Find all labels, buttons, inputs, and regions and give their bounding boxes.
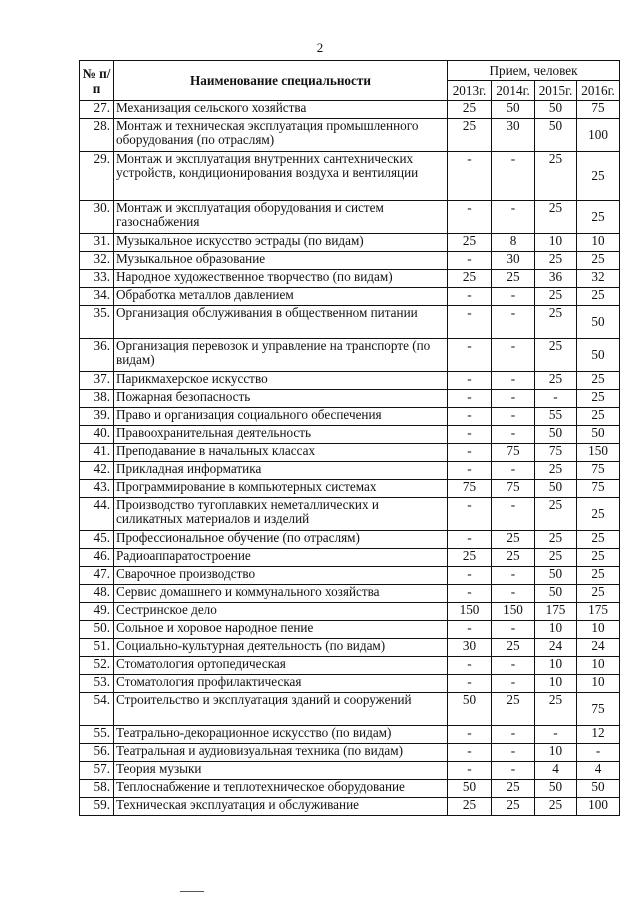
value-2013: - xyxy=(448,306,492,339)
specialty-name: Сварочное производство xyxy=(114,567,448,585)
value-2013: 25 xyxy=(448,798,492,816)
value-2016: 24 xyxy=(577,639,620,657)
value-2013: - xyxy=(448,726,492,744)
row-number: 35. xyxy=(80,306,114,339)
value-2014: 30 xyxy=(492,119,535,152)
value-2016: 10 xyxy=(577,621,620,639)
value-2015: 50 xyxy=(535,780,577,798)
value-2014: - xyxy=(492,201,535,234)
specialty-name: Программирование в компьютерных системах xyxy=(114,480,448,498)
value-2016: 25 xyxy=(577,390,620,408)
row-number: 38. xyxy=(80,390,114,408)
value-2015: 25 xyxy=(535,201,577,234)
specialty-name: Преподавание в начальных классах xyxy=(114,444,448,462)
row-number: 34. xyxy=(80,288,114,306)
value-2014: - xyxy=(492,339,535,372)
row-number: 41. xyxy=(80,444,114,462)
value-2016: 25 xyxy=(577,152,620,201)
specialty-name: Монтаж и эксплуатация внутренних сантехнических устройств, кондиционирования воздуха и вентиляции xyxy=(114,152,448,201)
value-2013: 25 xyxy=(448,549,492,567)
value-2016: 150 xyxy=(577,444,620,462)
table-row xyxy=(80,780,620,798)
table-row xyxy=(80,798,620,816)
value-2014: 25 xyxy=(492,639,535,657)
table-row xyxy=(80,744,620,762)
row-number: 53. xyxy=(80,675,114,693)
value-2016: 100 xyxy=(577,119,620,152)
value-2013: - xyxy=(448,462,492,480)
value-2015: 25 xyxy=(535,306,577,339)
specialty-name: Музыкальное образование xyxy=(114,252,448,270)
table-row xyxy=(80,426,620,444)
table-row xyxy=(80,675,620,693)
specialty-name: Теория музыки xyxy=(114,762,448,780)
value-2015: 25 xyxy=(535,498,577,531)
value-2014: - xyxy=(492,762,535,780)
value-2014: 25 xyxy=(492,798,535,816)
value-2013: 30 xyxy=(448,639,492,657)
value-2016: 25 xyxy=(577,585,620,603)
value-2016: - xyxy=(577,744,620,762)
specialty-name: Парикмахерское искусство xyxy=(114,372,448,390)
row-number: 36. xyxy=(80,339,114,372)
table-row xyxy=(80,306,620,339)
value-2014: - xyxy=(492,726,535,744)
header-specialty-name: Наименование специальности xyxy=(114,61,448,101)
table-row xyxy=(80,639,620,657)
value-2016: 50 xyxy=(577,426,620,444)
value-2015: 25 xyxy=(535,798,577,816)
specialty-name: Монтаж и эксплуатация оборудования и систем газоснабжения xyxy=(114,201,448,234)
value-2014: - xyxy=(492,675,535,693)
value-2014: 8 xyxy=(492,234,535,252)
specialty-name: Стоматология профилактическая xyxy=(114,675,448,693)
value-2016: 75 xyxy=(577,480,620,498)
header-number: № п/п xyxy=(80,61,114,101)
value-2015: 25 xyxy=(535,549,577,567)
value-2014: - xyxy=(492,585,535,603)
specialty-name: Театрально-декорационное искусство (по видам) xyxy=(114,726,448,744)
specialty-name: Театральная и аудиовизуальная техника (по видам) xyxy=(114,744,448,762)
value-2014: - xyxy=(492,426,535,444)
table-row xyxy=(80,567,620,585)
value-2014: 25 xyxy=(492,780,535,798)
value-2015: 4 xyxy=(535,762,577,780)
value-2016: 4 xyxy=(577,762,620,780)
value-2014: - xyxy=(492,390,535,408)
table-row xyxy=(80,531,620,549)
value-2013: - xyxy=(448,426,492,444)
table-row xyxy=(80,234,620,252)
value-2014: 150 xyxy=(492,603,535,621)
row-number: 42. xyxy=(80,462,114,480)
row-number: 31. xyxy=(80,234,114,252)
value-2016: 25 xyxy=(577,408,620,426)
table-row xyxy=(80,152,620,201)
value-2015: 25 xyxy=(535,531,577,549)
row-number: 46. xyxy=(80,549,114,567)
table-row xyxy=(80,252,620,270)
table-row xyxy=(80,288,620,306)
value-2015: 25 xyxy=(535,288,577,306)
header-year-2014: 2014г. xyxy=(492,81,535,101)
value-2014: - xyxy=(492,567,535,585)
specialty-name: Организация обслуживания в общественном питании xyxy=(114,306,448,339)
header-year-2013: 2013г. xyxy=(448,81,492,101)
row-number: 43. xyxy=(80,480,114,498)
table-row xyxy=(80,549,620,567)
row-number: 51. xyxy=(80,639,114,657)
specialty-name: Правоохранительная деятельность xyxy=(114,426,448,444)
value-2014: 50 xyxy=(492,101,535,119)
value-2014: 30 xyxy=(492,252,535,270)
value-2016: 25 xyxy=(577,288,620,306)
value-2015: 50 xyxy=(535,567,577,585)
value-2016: 25 xyxy=(577,201,620,234)
row-number: 58. xyxy=(80,780,114,798)
value-2015: 25 xyxy=(535,693,577,726)
value-2014: - xyxy=(492,372,535,390)
value-2016: 50 xyxy=(577,780,620,798)
table-row xyxy=(80,462,620,480)
row-number: 49. xyxy=(80,603,114,621)
value-2015: 50 xyxy=(535,585,577,603)
value-2013: - xyxy=(448,531,492,549)
value-2016: 10 xyxy=(577,657,620,675)
row-number: 59. xyxy=(80,798,114,816)
table-row xyxy=(80,657,620,675)
header-year-2015: 2015г. xyxy=(535,81,577,101)
value-2015: 10 xyxy=(535,621,577,639)
table-row xyxy=(80,201,620,234)
row-number: 48. xyxy=(80,585,114,603)
specialty-name: Теплоснабжение и теплотехническое оборудование xyxy=(114,780,448,798)
value-2014: - xyxy=(492,288,535,306)
value-2014: 25 xyxy=(492,270,535,288)
footer-mark xyxy=(180,891,204,892)
value-2015: 50 xyxy=(535,119,577,152)
value-2014: 25 xyxy=(492,693,535,726)
value-2016: 75 xyxy=(577,101,620,119)
value-2013: - xyxy=(448,444,492,462)
value-2014: 25 xyxy=(492,549,535,567)
table-row xyxy=(80,498,620,531)
value-2015: - xyxy=(535,390,577,408)
value-2016: 25 xyxy=(577,498,620,531)
value-2015: 75 xyxy=(535,444,577,462)
value-2013: 50 xyxy=(448,693,492,726)
value-2013: - xyxy=(448,567,492,585)
value-2016: 25 xyxy=(577,567,620,585)
value-2016: 50 xyxy=(577,306,620,339)
row-number: 56. xyxy=(80,744,114,762)
row-number: 45. xyxy=(80,531,114,549)
value-2013: - xyxy=(448,252,492,270)
value-2016: 100 xyxy=(577,798,620,816)
value-2013: 150 xyxy=(448,603,492,621)
value-2016: 50 xyxy=(577,339,620,372)
value-2013: - xyxy=(448,585,492,603)
value-2013: - xyxy=(448,152,492,201)
table-row xyxy=(80,693,620,726)
row-number: 57. xyxy=(80,762,114,780)
value-2015: 25 xyxy=(535,339,577,372)
value-2013: - xyxy=(448,498,492,531)
value-2013: 25 xyxy=(448,119,492,152)
value-2016: 75 xyxy=(577,462,620,480)
specialty-name: Стоматология ортопедическая xyxy=(114,657,448,675)
admission-table xyxy=(79,60,620,816)
row-number: 32. xyxy=(80,252,114,270)
table-row xyxy=(80,270,620,288)
table-row xyxy=(80,480,620,498)
value-2015: 25 xyxy=(535,252,577,270)
value-2015: 50 xyxy=(535,426,577,444)
value-2013: 50 xyxy=(448,780,492,798)
value-2014: 25 xyxy=(492,531,535,549)
value-2015: 10 xyxy=(535,675,577,693)
header-year-2016: 2016г. xyxy=(577,81,620,101)
value-2013: - xyxy=(448,675,492,693)
row-number: 50. xyxy=(80,621,114,639)
row-number: 29. xyxy=(80,152,114,201)
table-row xyxy=(80,408,620,426)
table-row xyxy=(80,603,620,621)
value-2014: 75 xyxy=(492,444,535,462)
specialty-name: Строительство и эксплуатация зданий и сооружений xyxy=(114,693,448,726)
value-2016: 25 xyxy=(577,372,620,390)
value-2015: 25 xyxy=(535,462,577,480)
value-2014: - xyxy=(492,621,535,639)
specialty-name: Профессиональное обучение (по отраслям) xyxy=(114,531,448,549)
value-2013: 25 xyxy=(448,270,492,288)
value-2016: 175 xyxy=(577,603,620,621)
specialty-name: Право и организация социального обеспечения xyxy=(114,408,448,426)
specialty-name: Сестринское дело xyxy=(114,603,448,621)
value-2014: - xyxy=(492,744,535,762)
value-2015: 10 xyxy=(535,657,577,675)
value-2014: - xyxy=(492,306,535,339)
row-number: 37. xyxy=(80,372,114,390)
specialty-name: Механизация сельского хозяйства xyxy=(114,101,448,119)
specialty-name: Народное художественное творчество (по видам) xyxy=(114,270,448,288)
table-row xyxy=(80,762,620,780)
table-row xyxy=(80,119,620,152)
value-2013: - xyxy=(448,201,492,234)
specialty-name: Сервис домашнего и коммунального хозяйства xyxy=(114,585,448,603)
page-number: 2 xyxy=(316,40,324,55)
value-2013: - xyxy=(448,744,492,762)
specialty-name: Обработка металлов давлением xyxy=(114,288,448,306)
specialty-name: Монтаж и техническая эксплуатация промышленного оборудования (по отраслям) xyxy=(114,119,448,152)
table-row xyxy=(80,585,620,603)
table-body xyxy=(80,101,620,816)
value-2016: 25 xyxy=(577,531,620,549)
row-number: 55. xyxy=(80,726,114,744)
value-2013: - xyxy=(448,408,492,426)
value-2014: - xyxy=(492,152,535,201)
value-2013: - xyxy=(448,621,492,639)
value-2014: - xyxy=(492,498,535,531)
value-2015: 36 xyxy=(535,270,577,288)
specialty-name: Прикладная информатика xyxy=(114,462,448,480)
value-2014: - xyxy=(492,657,535,675)
table-row xyxy=(80,101,620,119)
value-2015: 55 xyxy=(535,408,577,426)
value-2013: - xyxy=(448,762,492,780)
value-2016: 25 xyxy=(577,252,620,270)
value-2016: 75 xyxy=(577,693,620,726)
value-2013: - xyxy=(448,657,492,675)
table-row xyxy=(80,621,620,639)
value-2016: 12 xyxy=(577,726,620,744)
value-2016: 10 xyxy=(577,234,620,252)
specialty-name: Музыкальное искусство эстрады (по видам) xyxy=(114,234,448,252)
value-2016: 10 xyxy=(577,675,620,693)
row-number: 30. xyxy=(80,201,114,234)
specialty-name: Техническая эксплуатация и обслуживание xyxy=(114,798,448,816)
row-number: 54. xyxy=(80,693,114,726)
row-number: 44. xyxy=(80,498,114,531)
value-2013: - xyxy=(448,339,492,372)
table-row xyxy=(80,444,620,462)
value-2015: 25 xyxy=(535,152,577,201)
specialty-name: Пожарная безопасность xyxy=(114,390,448,408)
value-2015: - xyxy=(535,726,577,744)
specialty-name: Социально-культурная деятельность (по видам) xyxy=(114,639,448,657)
row-number: 39. xyxy=(80,408,114,426)
value-2013: - xyxy=(448,390,492,408)
value-2016: 25 xyxy=(577,549,620,567)
value-2014: 75 xyxy=(492,480,535,498)
value-2013: 25 xyxy=(448,234,492,252)
value-2015: 50 xyxy=(535,480,577,498)
value-2013: 25 xyxy=(448,101,492,119)
table-row xyxy=(80,726,620,744)
value-2013: - xyxy=(448,288,492,306)
value-2015: 175 xyxy=(535,603,577,621)
value-2015: 10 xyxy=(535,234,577,252)
value-2013: 75 xyxy=(448,480,492,498)
value-2014: - xyxy=(492,408,535,426)
row-number: 47. xyxy=(80,567,114,585)
specialty-name: Организация перевозок и управление на транспорте (по видам) xyxy=(114,339,448,372)
value-2015: 10 xyxy=(535,744,577,762)
table-row xyxy=(80,339,620,372)
table-row xyxy=(80,372,620,390)
value-2013: - xyxy=(448,372,492,390)
value-2016: 32 xyxy=(577,270,620,288)
value-2015: 50 xyxy=(535,101,577,119)
row-number: 40. xyxy=(80,426,114,444)
row-number: 28. xyxy=(80,119,114,152)
value-2014: - xyxy=(492,462,535,480)
specialty-name: Сольное и хоровое народное пение xyxy=(114,621,448,639)
row-number: 33. xyxy=(80,270,114,288)
row-number: 27. xyxy=(80,101,114,119)
specialty-name: Радиоаппаратостроение xyxy=(114,549,448,567)
table-row xyxy=(80,390,620,408)
header-admission: Прием, человек xyxy=(448,61,620,81)
value-2015: 24 xyxy=(535,639,577,657)
row-number: 52. xyxy=(80,657,114,675)
specialty-name: Производство тугоплавких неметаллических и силикатных материалов и изделий xyxy=(114,498,448,531)
value-2015: 25 xyxy=(535,372,577,390)
